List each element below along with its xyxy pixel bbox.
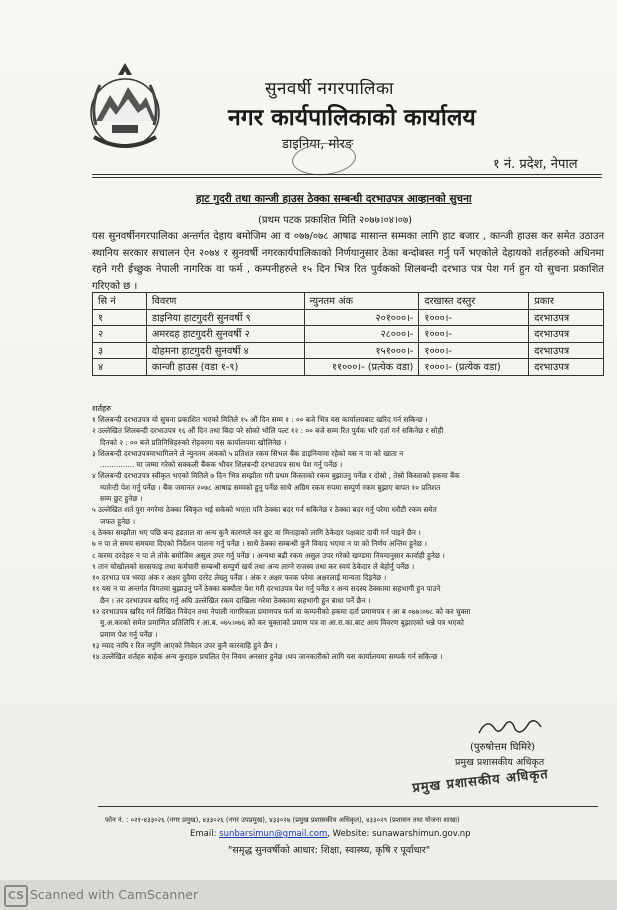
- term-line: १३ म्याद नाघि र रित नपुगि आएको निवेदन उपर कुनै कारवाहि हुने छैन ।: [92, 640, 278, 650]
- camscanner-logo-icon: CS: [4, 885, 28, 907]
- term-line: २ उल्लेखित शिलबन्दी दरभाउपत्र १६ औं दिन तथा बिदा परे सोको भोलि पल्ट १२ : ०० बजे सम्म रित पुर्वक भरि दर्ता गर्न सकिनेछ र सोही: [92, 426, 444, 436]
- term-line: ८ करमा दरदेहरु न पा ले तोके बमोजिम असुल उपर गर्नु पर्नेछ । अन्यथा बढी रकम असुल उपर गरेको खण्डमा नियमानुसार कार्वाही हुनेछ ।: [92, 550, 445, 560]
- cell-application-fee: १०००।-: [419, 309, 529, 326]
- cell-minimum-amount: १५१०००।-: [304, 342, 419, 359]
- website-link[interactable]: sunawarshimun.gov.np: [372, 829, 471, 839]
- signatory-stamp: प्रमुख प्रशासकीय अधिकृत: [411, 766, 550, 797]
- email-label: Email:: [190, 829, 217, 839]
- col-header-type: प्रकार: [529, 293, 604, 310]
- table-row: [93, 309, 604, 326]
- cell-application-fee: १०००।-: [419, 342, 529, 359]
- office-name: नगर कार्यपालिकाको कार्यालय: [228, 104, 476, 131]
- footer-rule: [98, 806, 598, 807]
- tender-table: [92, 292, 604, 376]
- terms-list: [92, 414, 604, 663]
- term-line: ५ उल्लेखित शर्त पुरा नगरेमा ठेक्का स्विकृत भई सकेको भएता पनि ठेक्का बदर गर्न सकिनेछ र ठेक्का बदर गर्नु परेमा धरौटी रकम समेत: [92, 505, 437, 515]
- nepal-emblem-icon: [80, 55, 170, 155]
- cell-application-fee: १०००।-: [419, 326, 529, 343]
- term-line: ग्यारेन्टी पेश गर्नु पर्नेछ । बैंक जमानत २०७८ आषाढ सम्मको हुनु पर्नेछ साथै अग्रिम रकम रुपमा सम्पुर्ण रकम बुझाए बापत १० प्रतिशत: [100, 482, 441, 492]
- cell-description: डाइनिया हाटगुदरी सुनवर्षी ९: [146, 309, 304, 326]
- cell-type: दरभाउपत्र: [529, 326, 604, 343]
- cell-application-fee: १०००।- (प्रत्येक वडा): [419, 359, 529, 376]
- table-row: [93, 359, 604, 376]
- term-line: ११ यस न पा अन्तर्गत विगतमा बुझाउनु पर्ने ठेक्का बक्यौता पेश गरी दरभाउपत्र पेश गर्नु पर्नेछ र अन्य सदस्य ठेक्कामा सहभागी हुन पाउने: [92, 584, 441, 594]
- col-header-application-fee: दरखास्त दस्तुर: [419, 293, 529, 310]
- term-line: सम्म छुट हुनेछ ।: [100, 494, 143, 504]
- cell-minimum-amount: २८०००।-: [304, 326, 419, 343]
- signature-mark: [475, 715, 545, 739]
- cell-type: दरभाउपत्र: [529, 309, 604, 326]
- notice-body: यस सुनवर्षीनगरपालिका अन्तर्गत देहाय बमोजिम आ व ०७७/०७८ आषाढ मासान्त सम्मका लागि हाट बजार , कान्जी हाउस कर समेत उठाउन स्थानिय सरकार सचालन ऐन २०७४ र सुनवर्षी नगरकार्यपालिकाको निर्णयानुसार ठेका बन्दोबस्त गर्नु पर्ने भएकोले देहायको शर्तहरुको अधिनमा रहने गरी ईच्छुक नेपाली नागरिक वा फर्म , कम्पनीहरुले १५ दिन भित्र रित पुर्वकको शिलबन्दी दरभाउ पत्र पेश गर्न हुन यो सुचना प्रकाशित गरिएको छ ।: [92, 231, 604, 292]
- signatory-role: प्रमुख प्रशासकीय अधिकृत: [455, 757, 545, 768]
- table-header-row: [93, 293, 604, 310]
- cell-type: दरभाउपत्र: [529, 342, 604, 359]
- table-row: [93, 326, 604, 343]
- scanner-watermark: [0, 880, 617, 910]
- scanner-text: Scanned with CamScanner: [30, 887, 199, 902]
- cell-description: अमरदह हाटगुदरी सुनवर्षी २: [146, 326, 304, 343]
- term-line: १ शिलबन्दी दरभाउपत्र यो सुचना प्रकाशित भएको मितिले १५ औं दिन सम्म १ : ०० बजे भित्र यस कार्यालयबाट खरिद गर्न सकिन्छ ।: [92, 415, 428, 424]
- term-line: ७ न पा ले समय समयमा दिएको निर्देशन पालना गर्नु पर्नेछ । साथै ठेक्का सम्बन्धी कुनै विवाद भएमा न पा को निर्णय अन्तिम हुनेछ ।: [92, 539, 427, 549]
- footer-phone: फोन नं. : ०२१-४३३०२६ (नगर प्रमुख), ४३३०२६ (नगर उपप्रमुख), ४३३०२७ (प्रमुख प्रशासकीय अधिकृत), ४३३०२९ (प्रशासन तथा योजना शाखा): [105, 816, 460, 824]
- footer-slogan: "समृद्ध सुनवर्षीको आधार: शिक्षा, स्वास्थ्य, कृषि र पूर्वाधार": [228, 845, 431, 856]
- col-header-minimum-amount: न्युनतम अंक: [304, 293, 419, 310]
- signatory-name: (पुरुषोत्तम घिमिरे): [470, 742, 536, 753]
- footer-contact: [190, 829, 471, 839]
- term-line: ९ तान चोखोलको सरसफाइ तथा कर्मचारी सम्बन्धी सम्पुर्ण खर्च तथा अन्य लाग्ने राजस्व तथा कर स्वयं ठेकेदार ले बेहोर्नु पर्नेछ ।: [92, 561, 415, 571]
- cell-sn: १: [93, 309, 147, 326]
- table-row: [93, 342, 604, 359]
- cell-sn: ३: [93, 342, 147, 359]
- term-line: १० दरभाउ पत्र भरदा अंक र अक्षर दुवैमा दररेट लेख्नु पर्नेछ । अंक र अक्षर फरक परेमा अक्षरलाई मान्यता दिइनेछ ।: [92, 573, 387, 583]
- terms-heading: शर्तहरु: [92, 404, 112, 413]
- header-rule-double: [92, 177, 602, 178]
- col-header-description: विवरण: [146, 293, 304, 310]
- term-line: दिनको २ : ०० बजे प्रतिनिधिहरुको रोहवरमा यस कार्यालयमा खोलिनेछ ।: [100, 437, 287, 447]
- cell-type: दरभाउपत्र: [529, 359, 604, 376]
- term-line: १२ दरभाउपत्र खरिद गर्न लिखित निवेदन तथा नेपाली नागरिकता प्रमाणपत्र फर्म वा कम्पनीको हकमा दर्ता प्रमाणपत्र र आ ब ०७७।०७८ को कर चुक्ता: [92, 607, 471, 617]
- term-line: मु.अ.करको समेत प्रमाणित प्रतिलिपि र आ.ब. ०७५।०७६ को कर चुक्ताको प्रमाण पत्र वा आ.रा.का.बाट आय विवरण बुझाएको भन्ने पत्र भएको: [100, 618, 464, 628]
- province-name: १ नं. प्रदेश, नेपाल: [493, 157, 578, 172]
- term-line: ६ ठेक्का सम्झौता भए पछि बन्द हडताल वा अन्य कुनै कारणले कर छुट वा मिनाहाको लागि ठेकेदार पक्षबाट दावी गर्न पाइने छैन ।: [92, 527, 421, 537]
- notice-title: हाट गुदरी तथा कान्जी हाउस ठेक्का सम्बन्धी दरभाउपत्र आव्हानको सुचना: [196, 193, 472, 205]
- notice-publish-date: (प्रथम पटक प्रकाशित मिति २०७७।०४।०७): [258, 215, 413, 226]
- cell-minimum-amount: २०१०००।-: [304, 309, 419, 326]
- term-line: ............... मा जम्मा गरेको सक्कली बैंकक भौचर शिलबन्दी दरभाउपत्र साथ पेश गर्नु पर्नेछ ।: [100, 460, 343, 470]
- cell-sn: ४: [93, 359, 147, 376]
- cell-sn: २: [93, 326, 147, 343]
- term-line: ४ शिलबन्दी दरभाउपत्र स्वीकृत भएको मितिले ७ दिन भित्र सम्झौता गरी प्रथम किस्ताको रकम बुझाउनु पर्नेछ र दोस्रो , तेस्रो किस्ताको हकमा बैंक: [92, 471, 460, 481]
- office-location: डाइनिया, मोरङ: [282, 137, 354, 152]
- website-label: , Website:: [327, 829, 370, 839]
- term-line: ३ शिलबन्दी दरभाउपत्रमाभागिलने ले न्युनतम अंकको ५ प्रतिशत रकम सिभल बैंक डाइनियामा रहेको यस न पा को खाता न: [92, 448, 404, 458]
- col-header-sn: सि नं: [93, 293, 147, 310]
- email-link[interactable]: sunbarsimun@gmail.com: [219, 829, 328, 839]
- term-line: छैन । तर दरभाउपत्र खरिद गर्नु अघि उल्लेखित रकम दाखिला गरेमा ठेक्कामा सहभागी हुन बाधा पर्ने छैन ।: [100, 595, 371, 605]
- term-line: प्रमाण पेश गर्नु पर्नेछ ।: [100, 629, 158, 639]
- cell-minimum-amount: ११०००।- (प्रत्येक वडा): [304, 359, 419, 376]
- term-line: १४ उल्लेखित शर्तहरु बाहेक अन्य कुराहरु प्रचलित ऐन नियम अनसार हुनेछ ।थप जानकारीको लागि यस कार्यालयमा सम्पर्क गर्न सकिन्छ ।: [92, 652, 443, 662]
- term-line: जफत हुनेछ ।: [100, 516, 136, 526]
- cell-description: दोहमना हाटगुदरी सुनवर्षी ४: [146, 342, 304, 359]
- cell-description: कान्जी हाउस (वडा १-९): [146, 359, 304, 376]
- header-rule: [92, 174, 602, 175]
- municipality-name: सुनवर्षी नगरपालिका: [265, 79, 394, 99]
